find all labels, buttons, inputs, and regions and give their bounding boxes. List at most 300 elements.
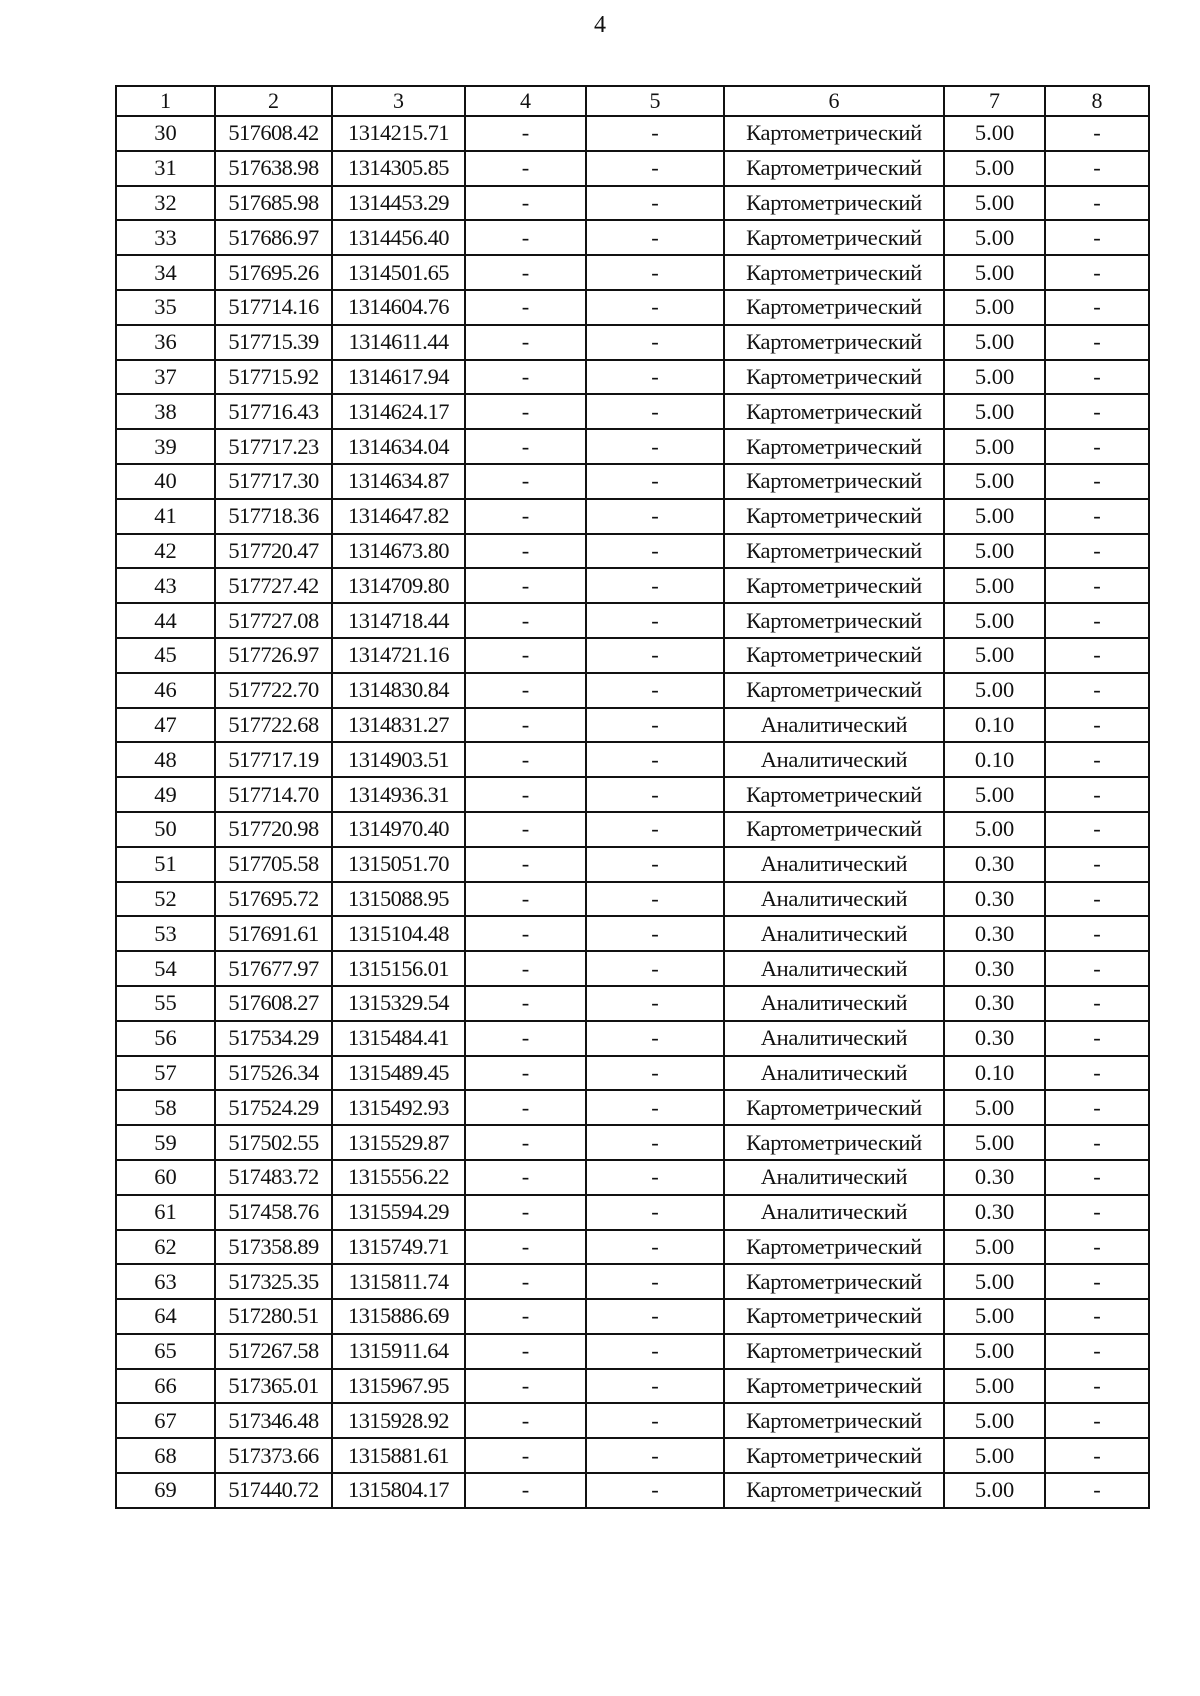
method-cell: Картометрический bbox=[724, 812, 944, 847]
y-coordinate-cell: 1315749.71 bbox=[332, 1230, 465, 1265]
method-cell: Аналитический bbox=[724, 847, 944, 882]
column-8-cell: - bbox=[1045, 1473, 1149, 1508]
column-5-cell: - bbox=[586, 951, 724, 986]
column-5-cell: - bbox=[586, 1264, 724, 1299]
table-row bbox=[116, 986, 1149, 1021]
point-number-cell: 54 bbox=[116, 951, 215, 986]
point-number-cell: 61 bbox=[116, 1195, 215, 1230]
point-number-cell: 55 bbox=[116, 986, 215, 1021]
x-coordinate-cell: 517695.72 bbox=[215, 882, 332, 917]
column-4-cell: - bbox=[465, 1056, 586, 1091]
x-coordinate-cell: 517722.70 bbox=[215, 673, 332, 708]
method-cell: Картометрический bbox=[724, 1090, 944, 1125]
column-5-cell: - bbox=[586, 916, 724, 951]
column-8-cell: - bbox=[1045, 1369, 1149, 1404]
table-header bbox=[116, 86, 1149, 116]
accuracy-cell: 0.30 bbox=[944, 882, 1045, 917]
accuracy-cell: 0.10 bbox=[944, 1056, 1045, 1091]
method-cell: Аналитический bbox=[724, 1056, 944, 1091]
point-number-cell: 60 bbox=[116, 1160, 215, 1195]
accuracy-cell: 5.00 bbox=[944, 1438, 1045, 1473]
accuracy-cell: 5.00 bbox=[944, 360, 1045, 395]
y-coordinate-cell: 1314709.80 bbox=[332, 568, 465, 603]
column-8-cell: - bbox=[1045, 916, 1149, 951]
accuracy-cell: 5.00 bbox=[944, 1334, 1045, 1369]
point-number-cell: 32 bbox=[116, 186, 215, 221]
column-5-cell: - bbox=[586, 325, 724, 360]
column-8-cell: - bbox=[1045, 464, 1149, 499]
accuracy-cell: 0.30 bbox=[944, 916, 1045, 951]
y-coordinate-cell: 1314673.80 bbox=[332, 534, 465, 569]
column-8-cell: - bbox=[1045, 534, 1149, 569]
y-coordinate-cell: 1314453.29 bbox=[332, 186, 465, 221]
method-cell: Картометрический bbox=[724, 638, 944, 673]
table-row bbox=[116, 882, 1149, 917]
column-8-cell: - bbox=[1045, 951, 1149, 986]
y-coordinate-cell: 1315156.01 bbox=[332, 951, 465, 986]
column-header-2: 2 bbox=[215, 86, 332, 116]
x-coordinate-cell: 517638.98 bbox=[215, 151, 332, 186]
table-row bbox=[116, 116, 1149, 151]
column-5-cell: - bbox=[586, 1125, 724, 1160]
column-5-cell: - bbox=[586, 534, 724, 569]
column-8-cell: - bbox=[1045, 1125, 1149, 1160]
page-number: 4 bbox=[594, 12, 606, 38]
point-number-cell: 53 bbox=[116, 916, 215, 951]
accuracy-cell: 5.00 bbox=[944, 290, 1045, 325]
column-4-cell: - bbox=[465, 742, 586, 777]
column-8-cell: - bbox=[1045, 673, 1149, 708]
point-number-cell: 30 bbox=[116, 116, 215, 151]
column-8-cell: - bbox=[1045, 116, 1149, 151]
column-5-cell: - bbox=[586, 1438, 724, 1473]
table-row bbox=[116, 186, 1149, 221]
column-5-cell: - bbox=[586, 1056, 724, 1091]
column-4-cell: - bbox=[465, 1195, 586, 1230]
method-cell: Аналитический bbox=[724, 916, 944, 951]
x-coordinate-cell: 517608.42 bbox=[215, 116, 332, 151]
y-coordinate-cell: 1314936.31 bbox=[332, 777, 465, 812]
column-8-cell: - bbox=[1045, 1021, 1149, 1056]
column-4-cell: - bbox=[465, 1299, 586, 1334]
method-cell: Картометрический bbox=[724, 1125, 944, 1160]
x-coordinate-cell: 517716.43 bbox=[215, 394, 332, 429]
table-row bbox=[116, 464, 1149, 499]
method-cell: Картометрический bbox=[724, 325, 944, 360]
column-5-cell: - bbox=[586, 360, 724, 395]
y-coordinate-cell: 1314305.85 bbox=[332, 151, 465, 186]
point-number-cell: 38 bbox=[116, 394, 215, 429]
table-row bbox=[116, 1438, 1149, 1473]
header-row bbox=[116, 86, 1149, 116]
y-coordinate-cell: 1315556.22 bbox=[332, 1160, 465, 1195]
y-coordinate-cell: 1314501.65 bbox=[332, 255, 465, 290]
table-row bbox=[116, 1090, 1149, 1125]
accuracy-cell: 0.30 bbox=[944, 847, 1045, 882]
point-number-cell: 34 bbox=[116, 255, 215, 290]
column-8-cell: - bbox=[1045, 1195, 1149, 1230]
column-5-cell: - bbox=[586, 290, 724, 325]
column-4-cell: - bbox=[465, 708, 586, 743]
accuracy-cell: 5.00 bbox=[944, 394, 1045, 429]
method-cell: Картометрический bbox=[724, 777, 944, 812]
column-8-cell: - bbox=[1045, 986, 1149, 1021]
table-row bbox=[116, 394, 1149, 429]
column-8-cell: - bbox=[1045, 1160, 1149, 1195]
column-5-cell: - bbox=[586, 499, 724, 534]
column-5-cell: - bbox=[586, 708, 724, 743]
column-8-cell: - bbox=[1045, 742, 1149, 777]
table-row bbox=[116, 1473, 1149, 1508]
x-coordinate-cell: 517358.89 bbox=[215, 1230, 332, 1265]
table-row bbox=[116, 290, 1149, 325]
method-cell: Картометрический bbox=[724, 673, 944, 708]
method-cell: Аналитический bbox=[724, 1160, 944, 1195]
point-number-cell: 58 bbox=[116, 1090, 215, 1125]
y-coordinate-cell: 1315529.87 bbox=[332, 1125, 465, 1160]
method-cell: Картометрический bbox=[724, 186, 944, 221]
y-coordinate-cell: 1314611.44 bbox=[332, 325, 465, 360]
method-cell: Картометрический bbox=[724, 1230, 944, 1265]
accuracy-cell: 5.00 bbox=[944, 603, 1045, 638]
table-row bbox=[116, 1264, 1149, 1299]
column-8-cell: - bbox=[1045, 360, 1149, 395]
method-cell: Картометрический bbox=[724, 568, 944, 603]
point-number-cell: 69 bbox=[116, 1473, 215, 1508]
x-coordinate-cell: 517727.42 bbox=[215, 568, 332, 603]
column-8-cell: - bbox=[1045, 1056, 1149, 1091]
accuracy-cell: 0.10 bbox=[944, 742, 1045, 777]
point-number-cell: 39 bbox=[116, 429, 215, 464]
method-cell: Картометрический bbox=[724, 1473, 944, 1508]
table-row bbox=[116, 1369, 1149, 1404]
column-4-cell: - bbox=[465, 568, 586, 603]
table-row bbox=[116, 847, 1149, 882]
method-cell: Картометрический bbox=[724, 1299, 944, 1334]
accuracy-cell: 5.00 bbox=[944, 464, 1045, 499]
column-header-4: 4 bbox=[465, 86, 586, 116]
x-coordinate-cell: 517720.47 bbox=[215, 534, 332, 569]
point-number-cell: 33 bbox=[116, 220, 215, 255]
method-cell: Картометрический bbox=[724, 534, 944, 569]
accuracy-cell: 5.00 bbox=[944, 1299, 1045, 1334]
column-5-cell: - bbox=[586, 812, 724, 847]
method-cell: Картометрический bbox=[724, 360, 944, 395]
method-cell: Картометрический bbox=[724, 255, 944, 290]
column-8-cell: - bbox=[1045, 255, 1149, 290]
column-5-cell: - bbox=[586, 1230, 724, 1265]
column-8-cell: - bbox=[1045, 777, 1149, 812]
column-4-cell: - bbox=[465, 777, 586, 812]
x-coordinate-cell: 517726.97 bbox=[215, 638, 332, 673]
point-number-cell: 36 bbox=[116, 325, 215, 360]
column-4-cell: - bbox=[465, 1334, 586, 1369]
table-row bbox=[116, 1195, 1149, 1230]
column-4-cell: - bbox=[465, 1125, 586, 1160]
y-coordinate-cell: 1315967.95 bbox=[332, 1369, 465, 1404]
x-coordinate-cell: 517526.34 bbox=[215, 1056, 332, 1091]
table-row bbox=[116, 1299, 1149, 1334]
column-4-cell: - bbox=[465, 951, 586, 986]
method-cell: Картометрический bbox=[724, 1369, 944, 1404]
column-5-cell: - bbox=[586, 673, 724, 708]
point-number-cell: 57 bbox=[116, 1056, 215, 1091]
table-row bbox=[116, 777, 1149, 812]
point-number-cell: 66 bbox=[116, 1369, 215, 1404]
point-number-cell: 44 bbox=[116, 603, 215, 638]
column-4-cell: - bbox=[465, 1473, 586, 1508]
accuracy-cell: 5.00 bbox=[944, 255, 1045, 290]
x-coordinate-cell: 517717.19 bbox=[215, 742, 332, 777]
point-number-cell: 62 bbox=[116, 1230, 215, 1265]
point-number-cell: 52 bbox=[116, 882, 215, 917]
method-cell: Картометрический bbox=[724, 603, 944, 638]
y-coordinate-cell: 1314604.76 bbox=[332, 290, 465, 325]
accuracy-cell: 5.00 bbox=[944, 1090, 1045, 1125]
point-number-cell: 45 bbox=[116, 638, 215, 673]
point-number-cell: 31 bbox=[116, 151, 215, 186]
point-number-cell: 47 bbox=[116, 708, 215, 743]
column-8-cell: - bbox=[1045, 603, 1149, 638]
method-cell: Картометрический bbox=[724, 220, 944, 255]
table-row bbox=[116, 325, 1149, 360]
column-5-cell: - bbox=[586, 1473, 724, 1508]
column-header-3: 3 bbox=[332, 86, 465, 116]
column-header-7: 7 bbox=[944, 86, 1045, 116]
column-5-cell: - bbox=[586, 742, 724, 777]
column-5-cell: - bbox=[586, 255, 724, 290]
column-4-cell: - bbox=[465, 1369, 586, 1404]
column-header-5: 5 bbox=[586, 86, 724, 116]
method-cell: Аналитический bbox=[724, 1021, 944, 1056]
method-cell: Картометрический bbox=[724, 1264, 944, 1299]
column-4-cell: - bbox=[465, 116, 586, 151]
y-coordinate-cell: 1314647.82 bbox=[332, 499, 465, 534]
column-5-cell: - bbox=[586, 1369, 724, 1404]
y-coordinate-cell: 1315881.61 bbox=[332, 1438, 465, 1473]
column-4-cell: - bbox=[465, 1438, 586, 1473]
method-cell: Картометрический bbox=[724, 429, 944, 464]
table-row bbox=[116, 1403, 1149, 1438]
table-row bbox=[116, 742, 1149, 777]
y-coordinate-cell: 1314617.94 bbox=[332, 360, 465, 395]
y-coordinate-cell: 1315104.48 bbox=[332, 916, 465, 951]
column-4-cell: - bbox=[465, 499, 586, 534]
y-coordinate-cell: 1315051.70 bbox=[332, 847, 465, 882]
x-coordinate-cell: 517722.68 bbox=[215, 708, 332, 743]
column-8-cell: - bbox=[1045, 1334, 1149, 1369]
x-coordinate-cell: 517365.01 bbox=[215, 1369, 332, 1404]
table-row bbox=[116, 708, 1149, 743]
x-coordinate-cell: 517715.92 bbox=[215, 360, 332, 395]
accuracy-cell: 5.00 bbox=[944, 812, 1045, 847]
column-8-cell: - bbox=[1045, 1264, 1149, 1299]
y-coordinate-cell: 1314456.40 bbox=[332, 220, 465, 255]
column-4-cell: - bbox=[465, 1090, 586, 1125]
x-coordinate-cell: 517720.98 bbox=[215, 812, 332, 847]
x-coordinate-cell: 517502.55 bbox=[215, 1125, 332, 1160]
column-5-cell: - bbox=[586, 1160, 724, 1195]
column-header-1: 1 bbox=[116, 86, 215, 116]
column-8-cell: - bbox=[1045, 151, 1149, 186]
column-5-cell: - bbox=[586, 186, 724, 221]
y-coordinate-cell: 1315804.17 bbox=[332, 1473, 465, 1508]
x-coordinate-cell: 517280.51 bbox=[215, 1299, 332, 1334]
coordinates-table bbox=[115, 85, 1150, 1509]
column-4-cell: - bbox=[465, 151, 586, 186]
accuracy-cell: 5.00 bbox=[944, 1403, 1045, 1438]
point-number-cell: 64 bbox=[116, 1299, 215, 1334]
column-8-cell: - bbox=[1045, 220, 1149, 255]
y-coordinate-cell: 1315492.93 bbox=[332, 1090, 465, 1125]
point-number-cell: 56 bbox=[116, 1021, 215, 1056]
accuracy-cell: 0.10 bbox=[944, 708, 1045, 743]
column-4-cell: - bbox=[465, 1160, 586, 1195]
column-8-cell: - bbox=[1045, 1438, 1149, 1473]
column-4-cell: - bbox=[465, 464, 586, 499]
column-header-6: 6 bbox=[724, 86, 944, 116]
y-coordinate-cell: 1314634.87 bbox=[332, 464, 465, 499]
column-4-cell: - bbox=[465, 325, 586, 360]
accuracy-cell: 5.00 bbox=[944, 499, 1045, 534]
method-cell: Картометрический bbox=[724, 1438, 944, 1473]
method-cell: Картометрический bbox=[724, 151, 944, 186]
y-coordinate-cell: 1315329.54 bbox=[332, 986, 465, 1021]
y-coordinate-cell: 1314903.51 bbox=[332, 742, 465, 777]
column-8-cell: - bbox=[1045, 812, 1149, 847]
column-5-cell: - bbox=[586, 1299, 724, 1334]
column-5-cell: - bbox=[586, 394, 724, 429]
column-header-8: 8 bbox=[1045, 86, 1149, 116]
column-5-cell: - bbox=[586, 1090, 724, 1125]
accuracy-cell: 0.30 bbox=[944, 951, 1045, 986]
y-coordinate-cell: 1314718.44 bbox=[332, 603, 465, 638]
x-coordinate-cell: 517483.72 bbox=[215, 1160, 332, 1195]
x-coordinate-cell: 517715.39 bbox=[215, 325, 332, 360]
column-8-cell: - bbox=[1045, 1090, 1149, 1125]
table-row bbox=[116, 360, 1149, 395]
accuracy-cell: 5.00 bbox=[944, 429, 1045, 464]
column-5-cell: - bbox=[586, 568, 724, 603]
x-coordinate-cell: 517695.26 bbox=[215, 255, 332, 290]
column-8-cell: - bbox=[1045, 499, 1149, 534]
accuracy-cell: 5.00 bbox=[944, 777, 1045, 812]
point-number-cell: 43 bbox=[116, 568, 215, 603]
column-4-cell: - bbox=[465, 429, 586, 464]
column-8-cell: - bbox=[1045, 568, 1149, 603]
point-number-cell: 50 bbox=[116, 812, 215, 847]
column-5-cell: - bbox=[586, 638, 724, 673]
x-coordinate-cell: 517267.58 bbox=[215, 1334, 332, 1369]
column-5-cell: - bbox=[586, 1403, 724, 1438]
point-number-cell: 59 bbox=[116, 1125, 215, 1160]
column-8-cell: - bbox=[1045, 1299, 1149, 1334]
column-4-cell: - bbox=[465, 603, 586, 638]
table-row bbox=[116, 673, 1149, 708]
table-row bbox=[116, 603, 1149, 638]
y-coordinate-cell: 1315484.41 bbox=[332, 1021, 465, 1056]
method-cell: Аналитический bbox=[724, 882, 944, 917]
column-5-cell: - bbox=[586, 882, 724, 917]
accuracy-cell: 5.00 bbox=[944, 568, 1045, 603]
table-row bbox=[116, 429, 1149, 464]
table-row bbox=[116, 568, 1149, 603]
accuracy-cell: 5.00 bbox=[944, 1369, 1045, 1404]
x-coordinate-cell: 517677.97 bbox=[215, 951, 332, 986]
x-coordinate-cell: 517346.48 bbox=[215, 1403, 332, 1438]
method-cell: Картометрический bbox=[724, 499, 944, 534]
x-coordinate-cell: 517534.29 bbox=[215, 1021, 332, 1056]
point-number-cell: 40 bbox=[116, 464, 215, 499]
point-number-cell: 35 bbox=[116, 290, 215, 325]
column-5-cell: - bbox=[586, 116, 724, 151]
table-row bbox=[116, 220, 1149, 255]
point-number-cell: 67 bbox=[116, 1403, 215, 1438]
accuracy-cell: 5.00 bbox=[944, 1230, 1045, 1265]
accuracy-cell: 0.30 bbox=[944, 986, 1045, 1021]
x-coordinate-cell: 517373.66 bbox=[215, 1438, 332, 1473]
table-row bbox=[116, 534, 1149, 569]
point-number-cell: 42 bbox=[116, 534, 215, 569]
column-4-cell: - bbox=[465, 1403, 586, 1438]
table-row bbox=[116, 1056, 1149, 1091]
x-coordinate-cell: 517727.08 bbox=[215, 603, 332, 638]
column-5-cell: - bbox=[586, 1334, 724, 1369]
column-4-cell: - bbox=[465, 1021, 586, 1056]
point-number-cell: 51 bbox=[116, 847, 215, 882]
y-coordinate-cell: 1315886.69 bbox=[332, 1299, 465, 1334]
column-8-cell: - bbox=[1045, 429, 1149, 464]
table-row bbox=[116, 499, 1149, 534]
table-row bbox=[116, 1021, 1149, 1056]
column-8-cell: - bbox=[1045, 186, 1149, 221]
x-coordinate-cell: 517705.58 bbox=[215, 847, 332, 882]
column-8-cell: - bbox=[1045, 847, 1149, 882]
accuracy-cell: 5.00 bbox=[944, 1125, 1045, 1160]
column-4-cell: - bbox=[465, 255, 586, 290]
accuracy-cell: 5.00 bbox=[944, 116, 1045, 151]
column-4-cell: - bbox=[465, 534, 586, 569]
method-cell: Аналитический bbox=[724, 742, 944, 777]
point-number-cell: 37 bbox=[116, 360, 215, 395]
x-coordinate-cell: 517717.30 bbox=[215, 464, 332, 499]
table-row bbox=[116, 638, 1149, 673]
y-coordinate-cell: 1315088.95 bbox=[332, 882, 465, 917]
column-4-cell: - bbox=[465, 986, 586, 1021]
column-5-cell: - bbox=[586, 429, 724, 464]
method-cell: Картометрический bbox=[724, 1334, 944, 1369]
accuracy-cell: 5.00 bbox=[944, 1264, 1045, 1299]
accuracy-cell: 5.00 bbox=[944, 325, 1045, 360]
column-5-cell: - bbox=[586, 151, 724, 186]
y-coordinate-cell: 1314215.71 bbox=[332, 116, 465, 151]
column-8-cell: - bbox=[1045, 638, 1149, 673]
column-4-cell: - bbox=[465, 186, 586, 221]
method-cell: Картометрический bbox=[724, 394, 944, 429]
y-coordinate-cell: 1314634.04 bbox=[332, 429, 465, 464]
point-number-cell: 41 bbox=[116, 499, 215, 534]
column-5-cell: - bbox=[586, 777, 724, 812]
y-coordinate-cell: 1314624.17 bbox=[332, 394, 465, 429]
table-row bbox=[116, 151, 1149, 186]
method-cell: Аналитический bbox=[724, 708, 944, 743]
x-coordinate-cell: 517714.16 bbox=[215, 290, 332, 325]
method-cell: Картометрический bbox=[724, 290, 944, 325]
y-coordinate-cell: 1314831.27 bbox=[332, 708, 465, 743]
column-4-cell: - bbox=[465, 812, 586, 847]
y-coordinate-cell: 1315489.45 bbox=[332, 1056, 465, 1091]
x-coordinate-cell: 517691.61 bbox=[215, 916, 332, 951]
